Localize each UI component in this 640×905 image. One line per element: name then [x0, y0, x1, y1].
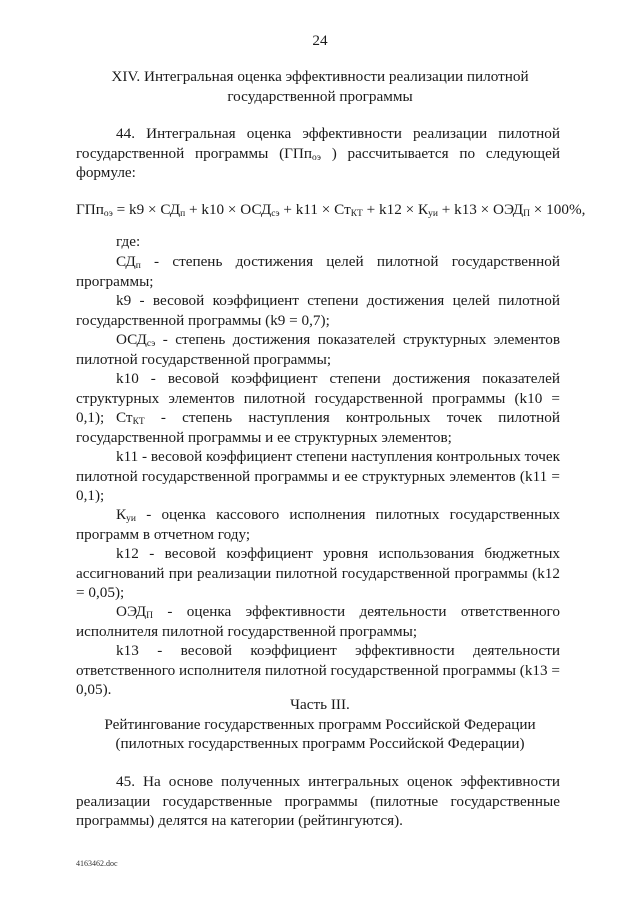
definition-symbol-sub: уи	[126, 514, 136, 524]
definition-symbol: k13	[116, 642, 139, 659]
paragraph-44	[76, 124, 560, 183]
definition-text-cont: структурных элементов пилотной государственной программы (k10 = 0,1);	[76, 389, 560, 427]
definition-text-cont: программы;	[76, 272, 154, 290]
definition-symbol: ОЭД	[116, 603, 147, 620]
definition-symbol-sub: п	[135, 261, 141, 271]
definition-text-cont: государственной программы (k9 = 0,7);	[76, 311, 330, 329]
formula-term-6: × 100%,	[530, 201, 586, 218]
definition-symbol-sub: сэ	[146, 339, 156, 349]
definition-symbol-sub: П	[146, 611, 153, 621]
definition-text: - весовой коэффициент уровня использования бюджетных	[138, 545, 560, 562]
paragraph-45	[76, 772, 560, 831]
part3-title-line2: (пилотных государственных программ Российской Федерации)	[115, 735, 525, 753]
definition-item	[76, 408, 560, 447]
formula-term-5-sub: П	[523, 209, 530, 219]
formula-term-4: + k12 × К	[362, 201, 429, 218]
paragraph-44-text2: ) рассчитывается по следующей формуле:	[76, 144, 560, 182]
definition-text-cont: ассигнований при реализации пилотной государственной программы (k12 = 0,05);	[76, 564, 560, 602]
formula-lhs: ГПп	[76, 201, 104, 218]
definition-text: - степень достижения показателей структурных элементов	[155, 331, 560, 348]
part3-label: Часть III.	[290, 696, 350, 713]
part3-title-line1: Рейтингование государственных программ Российской Федерации	[104, 715, 536, 733]
definition-symbol: ОСД	[116, 331, 147, 348]
definition-symbol: Ст	[116, 409, 133, 426]
definition-text: - весовой коэффициент степени достижения целей пилотной	[131, 292, 560, 309]
definition-item	[76, 641, 560, 700]
definition-item	[76, 291, 560, 330]
part3-header	[60, 695, 580, 754]
definition-text-cont: пилотной государственной программы и ее структурных элементов (k11 = 0,1);	[76, 467, 560, 505]
document-footer: 4163462.doc	[76, 859, 118, 868]
formula-term-2-sub: сэ	[271, 209, 280, 219]
formula-term-3-sub: КТ	[350, 209, 363, 219]
integral-formula	[76, 200, 586, 220]
definition-text: - степень достижения целей пилотной государственной	[140, 253, 560, 270]
definition-text: - весовой коэффициент эффективности деятельности	[138, 642, 560, 659]
definition-symbol: k11	[116, 448, 139, 465]
formula-term-5: + k13 × ОЭД	[437, 201, 524, 218]
definition-text: - весовой коэффициент степени наступления контрольных точек	[138, 448, 561, 465]
section-title	[60, 67, 580, 106]
definition-item	[76, 505, 560, 544]
definition-text-cont: государственной программы и ее структурных элементов;	[76, 428, 452, 446]
formula-term-3: + k11 × Ст	[279, 201, 351, 218]
formula-term-1-sub: п	[180, 209, 186, 219]
section-title-line2: государственной программы	[227, 87, 413, 105]
paragraph-44-sub: оэ	[312, 152, 321, 163]
paragraph-44-number: 44.	[116, 125, 135, 142]
definition-text: - оценка кассового исполнения пилотных государственных	[135, 506, 560, 523]
formula-lhs-sub: оэ	[103, 209, 113, 219]
paragraph-44-text: Интегральная оценка эффективности реализации пилотной государственной программы (ГПп	[76, 125, 561, 162]
definition-symbol: k9	[116, 292, 132, 309]
definition-item	[76, 447, 560, 506]
where-label: где:	[116, 233, 141, 250]
definition-text: - степень наступления контрольных точек пилотной	[144, 409, 560, 426]
formula-term-1: = k9 × СД	[112, 201, 181, 218]
definition-text-cont: исполнителя пилотной государственной программы;	[76, 622, 418, 640]
definition-symbol: К	[116, 506, 127, 523]
definition-item	[76, 544, 560, 603]
definition-text: - весовой коэффициент степени достижения показателей	[138, 370, 560, 387]
definition-symbol-sub: КТ	[132, 417, 145, 427]
formula-term-2: + k10 × ОСД	[185, 201, 272, 218]
definition-symbol: k10	[116, 370, 139, 387]
definition-item	[76, 330, 560, 369]
definition-item	[76, 602, 560, 641]
definition-text-cont: пилотной государственной программы;	[76, 350, 332, 368]
paragraph-45-text: На основе полученных интегральных оценок эффективности реализации государственные программы (пилотные государственные программы) делятся на категории (рейтингуются).	[76, 773, 561, 830]
definition-text-cont: программ в отчетном году;	[76, 525, 251, 543]
definition-item	[76, 252, 560, 291]
definition-text: - оценка эффективности деятельности ответственного	[152, 603, 560, 620]
definition-symbol: k12	[116, 545, 139, 562]
formula-term-4-sub: уи	[428, 209, 438, 219]
page-number: 24	[312, 32, 328, 49]
definition-text-cont: ответственного исполнителя пилотной государственной программы (k13 = 0,05).	[76, 661, 560, 699]
paragraph-45-number: 45.	[116, 773, 135, 790]
definition-symbol: СД	[116, 253, 136, 270]
section-title-line1: XIV. Интегральная оценка эффективности реализации пилотной	[111, 68, 529, 85]
